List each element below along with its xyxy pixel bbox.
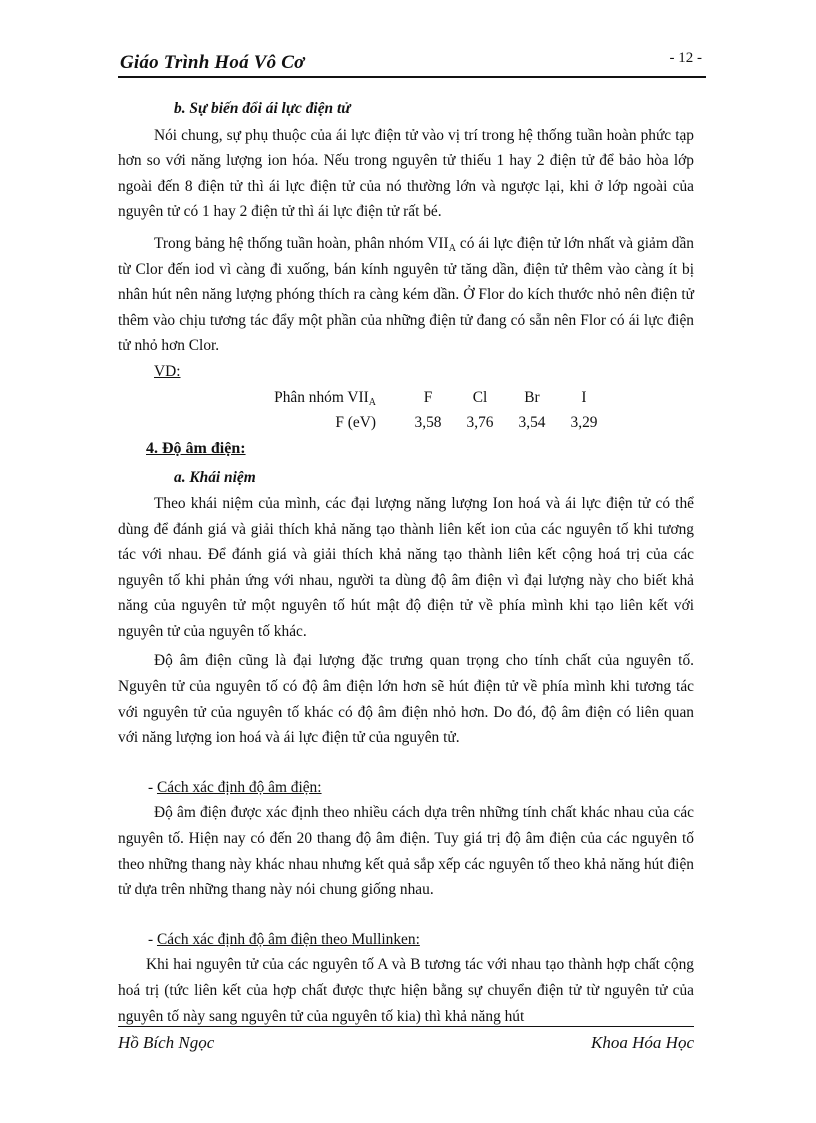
- mullinken-heading: [118, 927, 694, 953]
- method-heading: [118, 775, 694, 801]
- element-cell: I: [581, 388, 587, 406]
- group-label-subscript: A: [368, 396, 376, 408]
- value-cell: 3,54: [518, 414, 546, 432]
- example-label: VD:: [154, 362, 181, 380]
- page-content: [118, 96, 694, 1029]
- footer-department: Khoa Hóa Học: [591, 1033, 694, 1052]
- paragraph: Độ âm điện được xác định theo nhiều cách dựa trên những tính chất khác nhau của các nguyên tố. Hiện nay có đến 20 thang độ âm điện. Tuy giá trị độ âm điện của các nguyên tố theo những thang này khác nhau nhưng kết quả sắp xếp các nguyên tố theo khả năng hút điện tử dựa trên những thang này nói chung giống nhau.: [118, 804, 694, 899]
- dash: -: [148, 930, 157, 948]
- header-title: Giáo Trình Hoá Vô Cơ: [120, 52, 305, 73]
- paragraph: Khi hai nguyên tử của các nguyên tố A và B tương tác với nhau tạo thành hợp chất cộng hoá trị (tức liên kết của hợp chất được thực hiện bằng sự chuyển điện tử từ nguyên tử của nguyên tố này sang nguyên tử của nguyên tố kia) thì khả năng hút: [118, 956, 694, 1025]
- subsection-heading-b: b. Sự biến đổi ái lực điện tử: [174, 100, 351, 117]
- paragraph-text-start: Trong bảng hệ thống tuần hoàn, phân nhóm $VII_A$ có ái lực điện tử lớn nhất và giảm dần từ Clor đến iod vì càng đi xuống, bán kính nguyên tử tăng dần, điện tử thêm vào càng ít bị nhân hút nên năng lượng phóng thích ra càng kém dần. Ở Flor do kích thước nhỏ nên điện tử thêm vào chịu tương tác đẩy một phần của những điện tử đang có sẵn nên Flor có ái lực điện tử nhỏ hơn Clor.: [118, 234, 694, 355]
- page-header: [118, 48, 706, 78]
- paragraph: Theo khái niệm của mình, các đại lượng năng lượng Ion hoá và ái lực điện tử có thể dùng để đánh giá và giải thích khả năng tạo thành liên kết ion của các nguyên tố khi tương tác với nhau. Để đánh giá và giải thích khả năng tạo thành liên kết cộng hoá trị của các nguyên tố khi phản ứng với nhau, người ta dùng độ âm điện vì đại lượng này cho biết khả năng của nguyên tử một nguyên tố hút mật độ điện tử về phía mình khi tạo liên kết với nguyên tử của nguyên tố khác.: [118, 494, 694, 640]
- element-cell: F: [423, 388, 433, 406]
- element-cell: Br: [524, 388, 540, 406]
- group-label: Phân nhóm VII: [274, 388, 369, 406]
- value-cell: 3,58: [414, 414, 442, 432]
- paragraph: Nói chung, sự phụ thuộc của ái lực điện tử vào vị trí trong hệ thống tuần hoàn phức tạp hơn so với năng lượng ion hóa. Nếu trong nguyên tử thiếu 1 hay 2 điện tử để bảo hòa lớp ngoài đến 8 điện tử thì ái lực điện tử của nó thường lớn và ngược lại, khi ở lớp ngoài của nguyên tử có 1 hay 2 điện tử thì ái lực điện tử rất bé.: [118, 126, 694, 221]
- table-header-row: [226, 385, 610, 411]
- footer-author: Hồ Bích Ngọc: [118, 1033, 215, 1052]
- paragraph: [118, 231, 694, 359]
- spacer: [118, 751, 694, 775]
- paragraph: Độ âm điện cũng là đại lượng đặc trưng quan trọng cho tính chất của nguyên tố. Nguyên tử của nguyên tố có độ âm điện lớn hơn sẽ hút điện tử về phía mình khi tương tác với nguyên tử của nguyên tố khác có độ âm điện nhỏ hơn. Do đó, độ âm điện có liên quan với năng lượng ion hoá và ái lực điện tử của nguyên tử.: [118, 652, 694, 747]
- mullinken-heading-text: Cách xác định độ âm điện theo Mullinken:: [156, 930, 420, 948]
- element-cell: Cl: [472, 388, 488, 406]
- dash: -: [148, 778, 157, 796]
- table-row-header: [226, 385, 402, 411]
- table-row: [226, 410, 610, 436]
- section-heading-4: 4. Độ âm điện:: [146, 439, 246, 457]
- value-cell: 3,76: [466, 414, 494, 432]
- subsection-heading-a: a. Khái niệm: [174, 469, 256, 487]
- value-cell: 3,29: [570, 414, 598, 432]
- electron-affinity-table: [226, 385, 610, 436]
- spacer: [118, 903, 694, 927]
- table-row-label: F (eV): [335, 414, 376, 432]
- page-number: - 12 -: [669, 50, 702, 66]
- page-footer: [118, 1026, 694, 1057]
- method-heading-text: Cách xác định độ âm điện:: [156, 778, 322, 796]
